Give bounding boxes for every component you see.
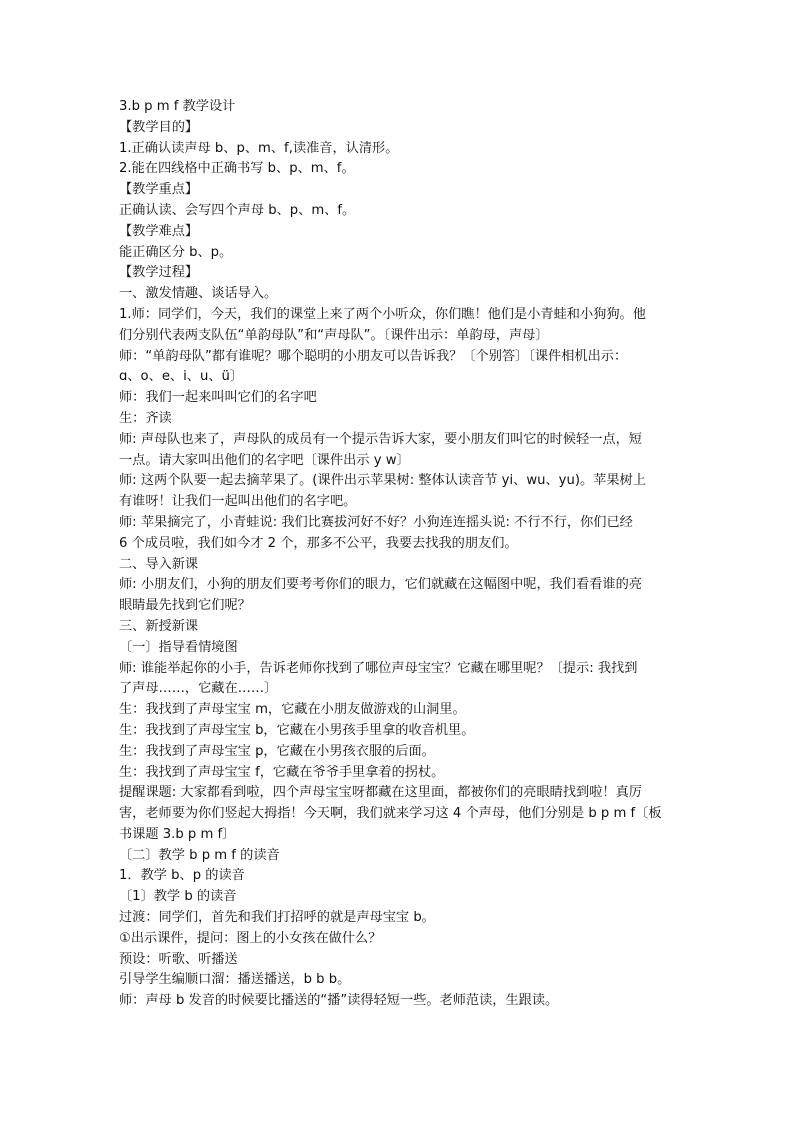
text-line: ①出示课件，提问：图上的小女孩在做什么？ <box>119 930 382 946</box>
text-line: 生：我找到了声母宝宝 b，它藏在小男孩手里拿的收音机里。 <box>119 722 475 738</box>
text-line: 生：我找到了声母宝宝 m，它藏在小朋友做游戏的山洞里。 <box>119 702 466 718</box>
text-line: 1.正确认读声母 b、p、m、f,读准音，认清形。 <box>119 140 399 156</box>
text-line: 师: 苹果摘完了，小青蛙说: 我们比赛拔河好不好？小狗连连摇头说: 不行不行，你们已经 <box>119 514 633 530</box>
text-line: 师: 谁能举起你的小手，告诉老师你找到了哪位声母宝宝？它藏在哪里呢？〔提示: 我找到 <box>119 660 638 676</box>
subsection-heading: 1．教学 b、p 的读音 <box>119 868 245 884</box>
text-line: 生：我找到了声母宝宝 f，它藏在爷爷手里拿着的拐杖。 <box>119 764 445 780</box>
text-line: 预设：听歌、听播送 <box>119 951 238 967</box>
subsection-heading: 〔一〕指导看情境图 <box>119 639 238 655</box>
text-line: 生：齐读 <box>119 410 172 426</box>
text-line: 师: 这两个队要一起去摘苹果了。(课件出示苹果树: 整体认读音节 yi、wu、yu)。苹果树上 <box>119 473 646 489</box>
text-line: 师：“单韵母队”都有谁呢？哪个聪明的小朋友可以告诉我？〔个别答〕〔课件相机出示： <box>119 348 628 364</box>
section-heading-process: 【教学过程】 <box>119 265 199 281</box>
text-line: 师：声母 b 发音的时候要比播送的“播”读得轻短一些。老师范读，生跟读。 <box>119 993 559 1009</box>
text-line: 6 个成员啦，我们如今才 2 个，那多不公平，我要去找我的朋友们。 <box>119 535 518 551</box>
text-line: 能正确区分 b、p。 <box>119 244 233 260</box>
text-line: 提醒课题: 大家都看到啦，四个声母宝宝呀都藏在这里面，都被你们的亮眼睛找到啦！真厉 <box>119 785 642 801</box>
text-line: 眼睛最先找到它们呢？ <box>119 598 251 614</box>
section-heading-key-points: 【教学重点】 <box>119 182 199 198</box>
text-line: 生：我找到了声母宝宝 p，它藏在小男孩衣服的后面。 <box>119 743 435 759</box>
text-line: 正确认读、会写四个声母 b、p、m、f。 <box>119 202 356 218</box>
text-line: 2.能在四线格中正确书写 b、p、m、f。 <box>119 161 355 177</box>
document-title: 3.b p m f 教学设计 <box>119 99 236 114</box>
subsection-heading: 一、激发情趣、谈话导入。 <box>119 286 278 302</box>
section-heading-objectives: 【教学目的】 <box>119 119 199 135</box>
section-heading-difficulties: 【教学难点】 <box>119 223 199 239</box>
text-line: 引导学生编顺口溜：播送播送，b b b。 <box>119 972 351 988</box>
text-line: ɑ、o、e、i、u、ü〕 <box>119 369 244 385</box>
text-line: 过渡：同学们，首先和我们打招呼的就是声母宝宝 b。 <box>119 910 435 926</box>
text-line: 书课题 3.b p m f〕 <box>119 826 236 842</box>
document-body <box>119 97 679 1012</box>
text-line: 师: 小朋友们，小狗的朋友们要考考你们的眼力，它们就藏在这幅图中呢，我们看看谁的亮 <box>119 577 642 593</box>
subsection-heading: 〔二〕教学 b p m f 的读音 <box>119 847 280 863</box>
text-line: 一点。请大家叫出他们的名字吧〔课件出示 y w〕 <box>119 452 410 468</box>
text-line: 们分别代表两支队伍“单韵母队”和“声母队”。〔课件出示：单韵母，声母〕 <box>119 327 549 343</box>
text-line: 1.师：同学们，今天，我们的课堂上来了两个小听众，你们瞧！他们是小青蛙和小狗狗。他 <box>119 306 646 322</box>
text-line: 师: 声母队也来了，声母队的成员有一个提示告诉大家，要小朋友们叫它的时候轻一点，短 <box>119 431 642 447</box>
subsection-heading: 二、导入新课 <box>119 556 199 572</box>
text-line: 师：我们一起来叫叫它们的名字吧 <box>119 390 317 406</box>
text-line: 害，老师要为你们竖起大拇指！今天啊，我们就来学习这 4 个声母，他们分别是 b p m f〔板 <box>119 806 662 822</box>
text-line: 有谁呀！让我们一起叫出他们的名字吧。 <box>119 494 357 510</box>
text-line: 了声母……，它藏在……〕 <box>119 681 278 697</box>
subsection-heading: 〔1〕教学 b 的读音 <box>119 889 237 905</box>
subsection-heading: 三、新授新课 <box>119 618 199 634</box>
